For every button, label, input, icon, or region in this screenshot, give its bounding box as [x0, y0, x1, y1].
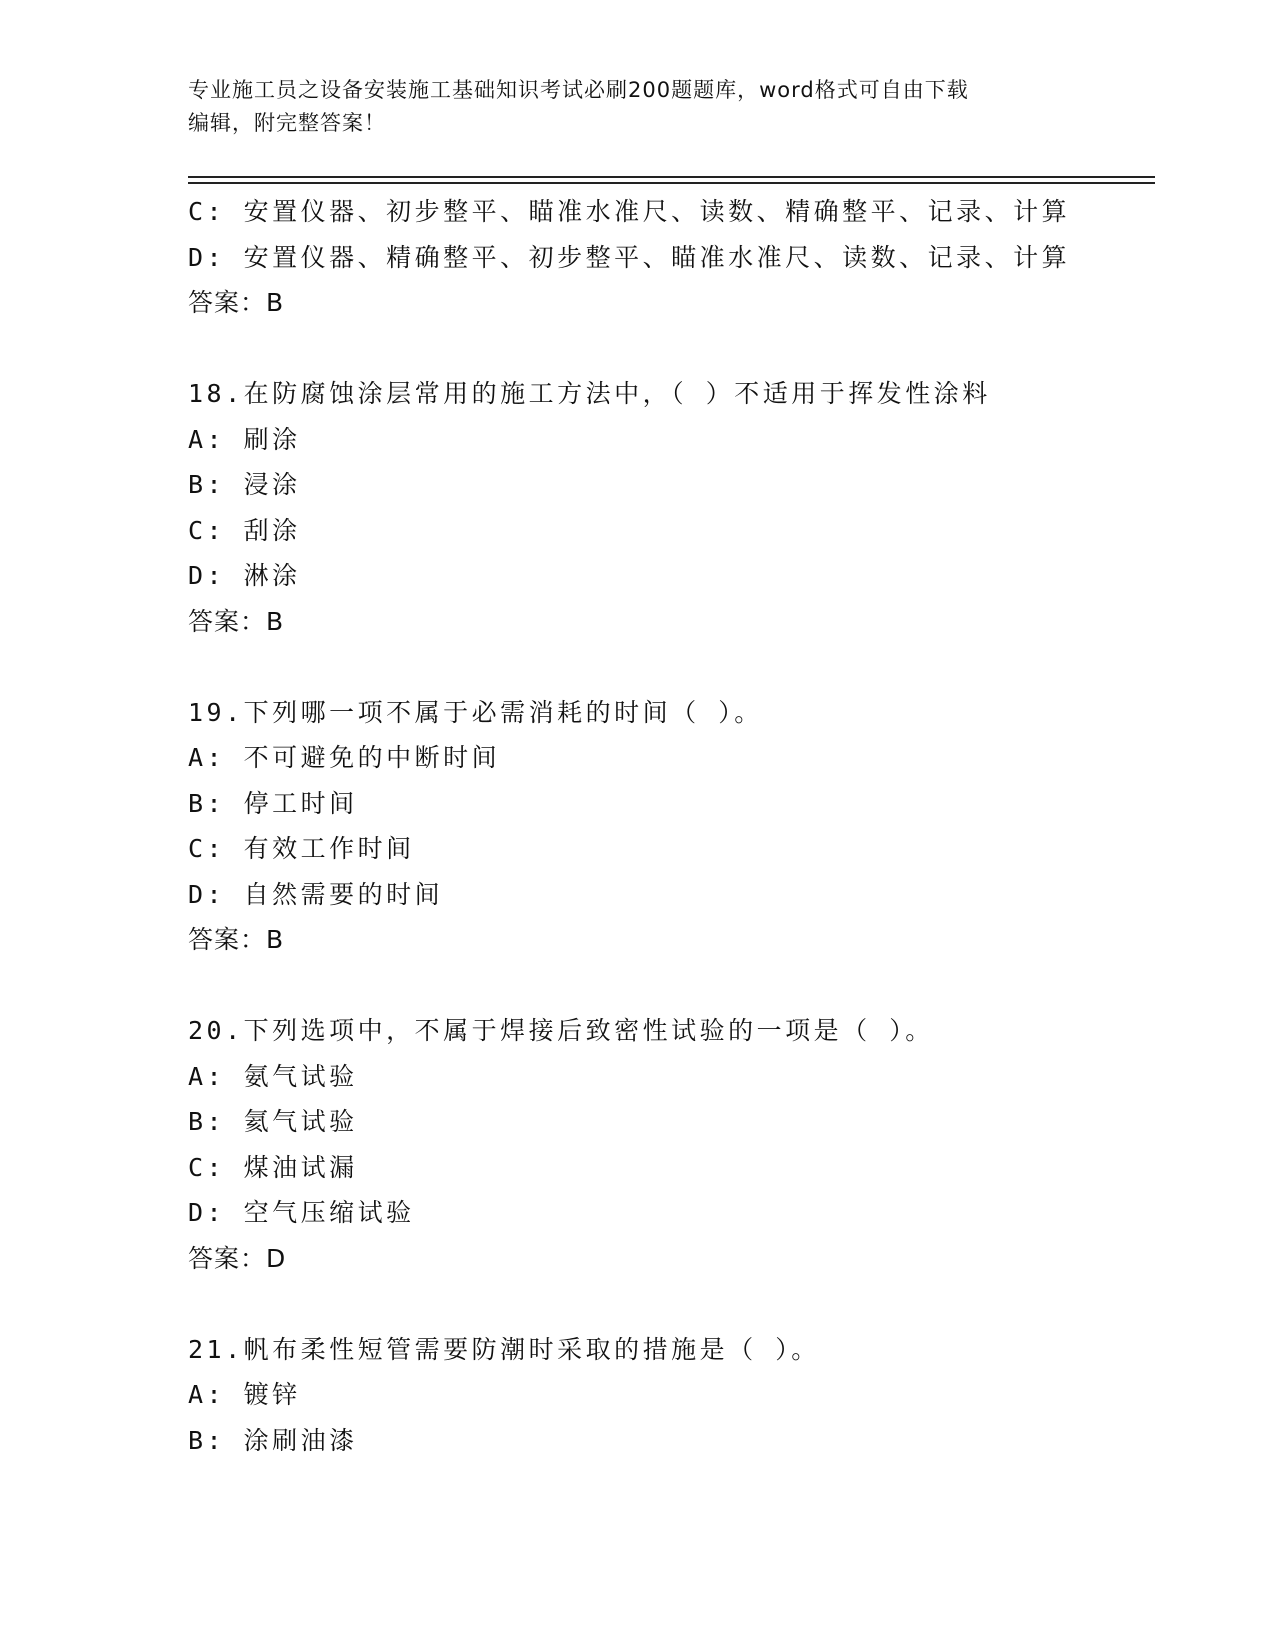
spacer — [188, 644, 1148, 690]
header-divider-top — [188, 176, 1155, 178]
option-c: C: 煤油试漏 — [188, 1152, 358, 1182]
spacer — [188, 963, 1148, 1009]
option-b: B: 浸涂 — [188, 470, 301, 499]
header-title-line-2: 编辑，附完整答案！ — [188, 111, 386, 135]
option-b: B: 停工时间 — [188, 788, 358, 818]
answer-line: 答案：B — [188, 606, 285, 636]
question-stem: 21.帆布柔性短管需要防潮时采取的措施是（ ）。 — [188, 1334, 820, 1364]
question-block-17 — [188, 189, 1148, 326]
question-block-18 — [188, 371, 1148, 644]
option-d: D: 淋涂 — [188, 561, 301, 590]
option-a: A: 不可避免的中断时间 — [188, 743, 501, 772]
answer-line: 答案：D — [188, 1243, 287, 1273]
option-a: A: 镀锌 — [188, 1380, 301, 1409]
header-divider-bottom — [188, 182, 1155, 184]
answer-line: 答案：B — [188, 288, 285, 317]
header-title-line-1: 专业施工员之设备安装施工基础知识考试必刷200题题库，word格式可自由下载 — [188, 78, 969, 102]
option-c: C: 安置仪器、初步整平、瞄准水准尺、读数、精确整平、记录、计算 — [188, 197, 1071, 226]
option-d: D: 空气压缩试验 — [188, 1198, 415, 1227]
option-d: D: 自然需要的时间 — [188, 879, 444, 909]
document-header — [188, 74, 1068, 140]
question-stem: 18.在防腐蚀涂层常用的施工方法中，（ ）不适用于挥发性涂料 — [188, 379, 991, 408]
spacer — [188, 1281, 1148, 1327]
question-block-19 — [188, 690, 1148, 963]
question-stem: 19.下列哪一项不属于必需消耗的时间（ ）。 — [188, 697, 763, 727]
option-c: C: 有效工作时间 — [188, 834, 415, 863]
option-b: B: 涂刷油漆 — [188, 1425, 358, 1455]
question-list — [188, 189, 1148, 1463]
option-b: B: 氦气试验 — [188, 1107, 358, 1136]
option-a: A: 氨气试验 — [188, 1061, 358, 1091]
option-d: D: 安置仪器、精确整平、初步整平、瞄准水准尺、读数、记录、计算 — [188, 242, 1071, 272]
answer-line: 答案：B — [188, 925, 285, 954]
spacer — [188, 326, 1148, 372]
question-block-21 — [188, 1327, 1148, 1464]
option-a: A: 刷涂 — [188, 424, 301, 454]
question-block-20 — [188, 1008, 1148, 1281]
question-stem: 20.下列选项中，不属于焊接后致密性试验的一项是（ ）。 — [188, 1016, 934, 1045]
option-c: C: 刮涂 — [188, 515, 301, 545]
